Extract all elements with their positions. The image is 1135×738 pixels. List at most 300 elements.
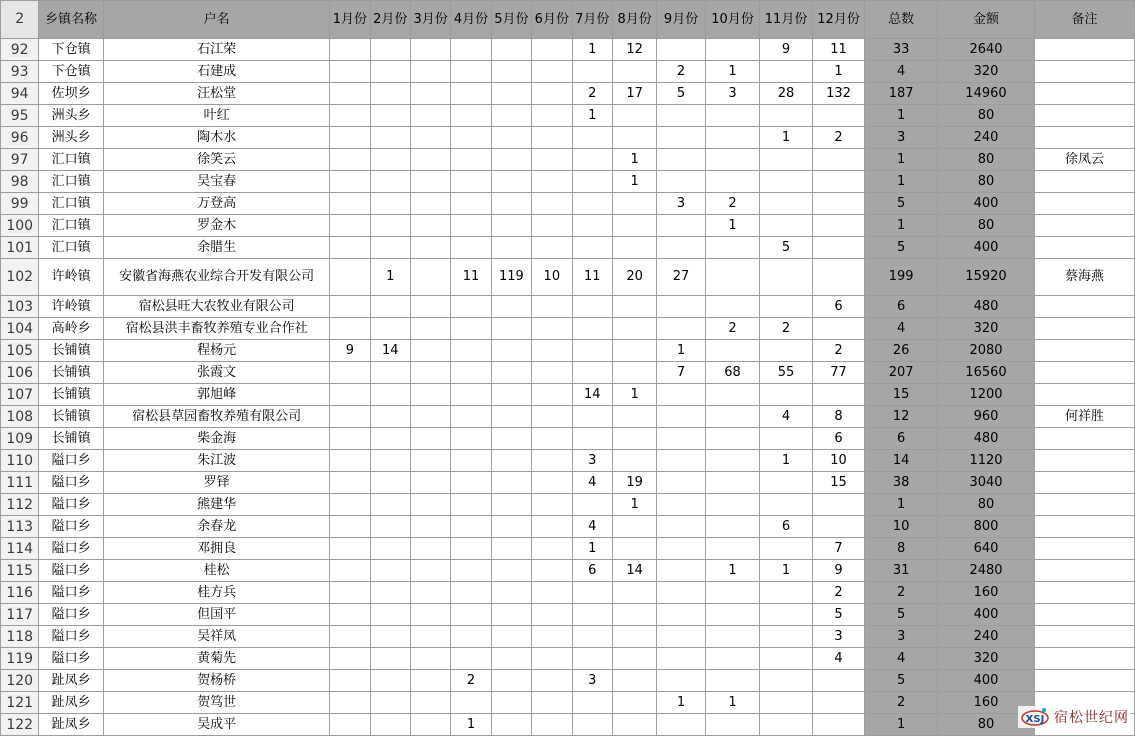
month-cell[interactable] bbox=[491, 626, 531, 648]
month-cell[interactable]: 2 bbox=[705, 193, 760, 215]
amount-cell[interactable]: 960 bbox=[938, 406, 1035, 428]
month-cell[interactable] bbox=[451, 149, 491, 171]
month-cell[interactable] bbox=[532, 171, 572, 193]
month-cell[interactable] bbox=[491, 318, 531, 340]
month-cell[interactable]: 1 bbox=[612, 171, 656, 193]
month-cell[interactable]: 7 bbox=[657, 362, 705, 384]
month-cell[interactable] bbox=[572, 428, 612, 450]
month-cell[interactable] bbox=[657, 714, 705, 736]
month-cell[interactable] bbox=[705, 105, 760, 127]
month-cell[interactable] bbox=[612, 604, 656, 626]
month-cell[interactable] bbox=[760, 193, 813, 215]
month-cell[interactable] bbox=[410, 604, 450, 626]
month-cell[interactable] bbox=[532, 149, 572, 171]
month-cell[interactable] bbox=[760, 428, 813, 450]
month-cell[interactable] bbox=[330, 714, 370, 736]
row-number[interactable]: 104 bbox=[1, 318, 39, 340]
month-cell[interactable] bbox=[491, 39, 531, 61]
total-cell[interactable]: 4 bbox=[865, 648, 938, 670]
month-cell[interactable] bbox=[612, 538, 656, 560]
month-cell[interactable] bbox=[532, 648, 572, 670]
month-cell[interactable] bbox=[532, 670, 572, 692]
town-cell[interactable]: 汇口镇 bbox=[39, 149, 104, 171]
month-cell[interactable]: 119 bbox=[491, 259, 531, 296]
month-cell[interactable] bbox=[532, 494, 572, 516]
month-cell[interactable] bbox=[330, 318, 370, 340]
month-cell[interactable] bbox=[491, 127, 531, 149]
month-cell[interactable] bbox=[370, 61, 410, 83]
household-cell[interactable]: 郭旭峰 bbox=[103, 384, 329, 406]
total-cell[interactable]: 187 bbox=[865, 83, 938, 105]
month-cell[interactable] bbox=[491, 692, 531, 714]
month-cell[interactable] bbox=[330, 472, 370, 494]
month-cell[interactable] bbox=[705, 450, 760, 472]
month-cell[interactable] bbox=[410, 582, 450, 604]
month-cell[interactable] bbox=[705, 538, 760, 560]
month-cell[interactable] bbox=[451, 296, 491, 318]
month-cell[interactable] bbox=[812, 494, 865, 516]
month-cell[interactable]: 1 bbox=[657, 340, 705, 362]
month-cell[interactable] bbox=[330, 39, 370, 61]
household-cell[interactable]: 安徽省海燕农业综合开发有限公司 bbox=[103, 259, 329, 296]
month-cell[interactable] bbox=[330, 450, 370, 472]
month-cell[interactable] bbox=[451, 428, 491, 450]
month-cell[interactable] bbox=[572, 406, 612, 428]
month-cell[interactable] bbox=[532, 83, 572, 105]
month-cell[interactable] bbox=[532, 237, 572, 259]
month-cell[interactable] bbox=[612, 61, 656, 83]
month-cell[interactable] bbox=[491, 362, 531, 384]
note-cell[interactable] bbox=[1034, 61, 1134, 83]
amount-cell[interactable]: 2480 bbox=[938, 560, 1035, 582]
household-cell[interactable]: 柴金海 bbox=[103, 428, 329, 450]
household-cell[interactable]: 余腊生 bbox=[103, 237, 329, 259]
month-cell[interactable] bbox=[657, 384, 705, 406]
month-cell[interactable] bbox=[410, 362, 450, 384]
amount-cell[interactable]: 320 bbox=[938, 648, 1035, 670]
month-cell[interactable]: 2 bbox=[572, 83, 612, 105]
household-cell[interactable]: 熊建华 bbox=[103, 494, 329, 516]
month-cell[interactable] bbox=[330, 560, 370, 582]
month-cell[interactable]: 1 bbox=[812, 61, 865, 83]
total-cell[interactable]: 2 bbox=[865, 582, 938, 604]
month-cell[interactable] bbox=[370, 450, 410, 472]
month-cell[interactable]: 1 bbox=[572, 538, 612, 560]
month-cell[interactable] bbox=[760, 215, 813, 237]
month-cell[interactable]: 11 bbox=[572, 259, 612, 296]
note-cell[interactable] bbox=[1034, 127, 1134, 149]
month-cell[interactable]: 9 bbox=[330, 340, 370, 362]
amount-cell[interactable]: 240 bbox=[938, 127, 1035, 149]
month-cell[interactable] bbox=[612, 450, 656, 472]
amount-cell[interactable]: 320 bbox=[938, 318, 1035, 340]
month-cell[interactable] bbox=[410, 494, 450, 516]
total-cell[interactable]: 31 bbox=[865, 560, 938, 582]
month-cell[interactable] bbox=[705, 384, 760, 406]
amount-cell[interactable]: 1200 bbox=[938, 384, 1035, 406]
month-cell[interactable] bbox=[410, 538, 450, 560]
total-cell[interactable]: 6 bbox=[865, 296, 938, 318]
month-cell[interactable] bbox=[330, 516, 370, 538]
month-cell[interactable] bbox=[812, 516, 865, 538]
town-cell[interactable]: 汇口镇 bbox=[39, 171, 104, 193]
amount-cell[interactable]: 80 bbox=[938, 105, 1035, 127]
month-cell[interactable] bbox=[657, 296, 705, 318]
month-cell[interactable] bbox=[451, 105, 491, 127]
note-cell[interactable] bbox=[1034, 428, 1134, 450]
town-cell[interactable]: 汇口镇 bbox=[39, 215, 104, 237]
town-cell[interactable]: 隘口乡 bbox=[39, 582, 104, 604]
total-cell[interactable]: 1 bbox=[865, 494, 938, 516]
month-cell[interactable] bbox=[491, 83, 531, 105]
total-cell[interactable]: 8 bbox=[865, 538, 938, 560]
month-cell[interactable]: 1 bbox=[612, 384, 656, 406]
month-cell[interactable] bbox=[451, 384, 491, 406]
total-cell[interactable]: 5 bbox=[865, 670, 938, 692]
month-cell[interactable] bbox=[657, 494, 705, 516]
town-cell[interactable]: 隘口乡 bbox=[39, 538, 104, 560]
month-cell[interactable] bbox=[657, 582, 705, 604]
month-cell[interactable] bbox=[370, 171, 410, 193]
month-cell[interactable] bbox=[532, 127, 572, 149]
amount-cell[interactable]: 400 bbox=[938, 237, 1035, 259]
month-cell[interactable] bbox=[370, 384, 410, 406]
month-cell[interactable] bbox=[572, 296, 612, 318]
month-cell[interactable] bbox=[451, 193, 491, 215]
household-cell[interactable]: 吴宝春 bbox=[103, 171, 329, 193]
header-month-5[interactable]: 5月份 bbox=[491, 1, 531, 39]
header-month-6[interactable]: 6月份 bbox=[532, 1, 572, 39]
amount-cell[interactable]: 400 bbox=[938, 193, 1035, 215]
note-cell[interactable] bbox=[1034, 340, 1134, 362]
month-cell[interactable] bbox=[705, 127, 760, 149]
note-cell[interactable] bbox=[1034, 626, 1134, 648]
month-cell[interactable]: 1 bbox=[705, 692, 760, 714]
month-cell[interactable] bbox=[532, 714, 572, 736]
total-cell[interactable]: 38 bbox=[865, 472, 938, 494]
month-cell[interactable]: 20 bbox=[612, 259, 656, 296]
row-number[interactable]: 99 bbox=[1, 193, 39, 215]
month-cell[interactable] bbox=[370, 406, 410, 428]
month-cell[interactable] bbox=[491, 384, 531, 406]
town-cell[interactable]: 洲头乡 bbox=[39, 127, 104, 149]
month-cell[interactable] bbox=[491, 472, 531, 494]
town-cell[interactable]: 长铺镇 bbox=[39, 406, 104, 428]
note-cell[interactable] bbox=[1034, 538, 1134, 560]
month-cell[interactable]: 14 bbox=[572, 384, 612, 406]
month-cell[interactable] bbox=[532, 362, 572, 384]
total-cell[interactable]: 1 bbox=[865, 215, 938, 237]
month-cell[interactable]: 1 bbox=[612, 494, 656, 516]
month-cell[interactable]: 6 bbox=[760, 516, 813, 538]
month-cell[interactable] bbox=[705, 516, 760, 538]
month-cell[interactable]: 1 bbox=[572, 105, 612, 127]
row-number[interactable]: 93 bbox=[1, 61, 39, 83]
month-cell[interactable] bbox=[572, 604, 612, 626]
note-cell[interactable] bbox=[1034, 362, 1134, 384]
month-cell[interactable]: 14 bbox=[612, 560, 656, 582]
note-cell[interactable] bbox=[1034, 560, 1134, 582]
row-number[interactable]: 115 bbox=[1, 560, 39, 582]
month-cell[interactable] bbox=[451, 516, 491, 538]
month-cell[interactable] bbox=[451, 237, 491, 259]
month-cell[interactable] bbox=[410, 450, 450, 472]
month-cell[interactable]: 3 bbox=[572, 670, 612, 692]
amount-cell[interactable]: 400 bbox=[938, 670, 1035, 692]
month-cell[interactable] bbox=[410, 626, 450, 648]
town-cell[interactable]: 隘口乡 bbox=[39, 648, 104, 670]
month-cell[interactable] bbox=[491, 560, 531, 582]
total-cell[interactable]: 199 bbox=[865, 259, 938, 296]
month-cell[interactable] bbox=[451, 340, 491, 362]
header-month-10[interactable]: 10月份 bbox=[705, 1, 760, 39]
town-cell[interactable]: 许岭镇 bbox=[39, 296, 104, 318]
month-cell[interactable] bbox=[572, 340, 612, 362]
month-cell[interactable] bbox=[532, 61, 572, 83]
amount-cell[interactable]: 480 bbox=[938, 428, 1035, 450]
town-cell[interactable]: 隘口乡 bbox=[39, 450, 104, 472]
month-cell[interactable]: 132 bbox=[812, 83, 865, 105]
month-cell[interactable]: 27 bbox=[657, 259, 705, 296]
row-number[interactable]: 107 bbox=[1, 384, 39, 406]
row-number[interactable]: 122 bbox=[1, 714, 39, 736]
total-cell[interactable]: 1 bbox=[865, 171, 938, 193]
month-cell[interactable] bbox=[612, 516, 656, 538]
month-cell[interactable] bbox=[330, 259, 370, 296]
month-cell[interactable] bbox=[612, 340, 656, 362]
month-cell[interactable] bbox=[812, 670, 865, 692]
household-cell[interactable]: 石建成 bbox=[103, 61, 329, 83]
row-number[interactable]: 94 bbox=[1, 83, 39, 105]
month-cell[interactable] bbox=[491, 648, 531, 670]
row-number[interactable]: 117 bbox=[1, 604, 39, 626]
month-cell[interactable] bbox=[532, 538, 572, 560]
household-cell[interactable]: 吴祥凤 bbox=[103, 626, 329, 648]
month-cell[interactable] bbox=[657, 472, 705, 494]
header-household[interactable]: 户名 bbox=[103, 1, 329, 39]
month-cell[interactable] bbox=[812, 105, 865, 127]
month-cell[interactable] bbox=[491, 714, 531, 736]
total-cell[interactable]: 5 bbox=[865, 193, 938, 215]
month-cell[interactable] bbox=[760, 61, 813, 83]
row-number[interactable]: 102 bbox=[1, 259, 39, 296]
month-cell[interactable] bbox=[705, 149, 760, 171]
month-cell[interactable] bbox=[451, 560, 491, 582]
month-cell[interactable] bbox=[760, 105, 813, 127]
note-cell[interactable]: 徐凤云 bbox=[1034, 149, 1134, 171]
month-cell[interactable] bbox=[572, 318, 612, 340]
month-cell[interactable] bbox=[532, 215, 572, 237]
total-cell[interactable]: 4 bbox=[865, 61, 938, 83]
month-cell[interactable] bbox=[410, 105, 450, 127]
household-cell[interactable]: 朱江波 bbox=[103, 450, 329, 472]
month-cell[interactable] bbox=[370, 714, 410, 736]
household-cell[interactable]: 宿松县草园畜牧养殖有限公司 bbox=[103, 406, 329, 428]
household-cell[interactable]: 贺杨桥 bbox=[103, 670, 329, 692]
month-cell[interactable] bbox=[705, 171, 760, 193]
month-cell[interactable]: 10 bbox=[532, 259, 572, 296]
month-cell[interactable] bbox=[370, 428, 410, 450]
town-cell[interactable]: 长铺镇 bbox=[39, 384, 104, 406]
amount-cell[interactable]: 240 bbox=[938, 626, 1035, 648]
month-cell[interactable] bbox=[370, 149, 410, 171]
month-cell[interactable] bbox=[410, 406, 450, 428]
month-cell[interactable] bbox=[370, 296, 410, 318]
month-cell[interactable]: 5 bbox=[812, 604, 865, 626]
month-cell[interactable] bbox=[760, 648, 813, 670]
month-cell[interactable] bbox=[812, 714, 865, 736]
month-cell[interactable] bbox=[491, 428, 531, 450]
month-cell[interactable] bbox=[812, 149, 865, 171]
month-cell[interactable] bbox=[705, 237, 760, 259]
month-cell[interactable] bbox=[572, 692, 612, 714]
month-cell[interactable] bbox=[330, 296, 370, 318]
row-header-2[interactable]: 2 bbox=[1, 1, 39, 39]
month-cell[interactable] bbox=[451, 39, 491, 61]
month-cell[interactable] bbox=[451, 582, 491, 604]
month-cell[interactable] bbox=[491, 582, 531, 604]
month-cell[interactable]: 15 bbox=[812, 472, 865, 494]
month-cell[interactable] bbox=[612, 670, 656, 692]
month-cell[interactable]: 4 bbox=[812, 648, 865, 670]
month-cell[interactable]: 1 bbox=[370, 259, 410, 296]
month-cell[interactable] bbox=[410, 670, 450, 692]
month-cell[interactable] bbox=[812, 215, 865, 237]
month-cell[interactable] bbox=[760, 582, 813, 604]
household-cell[interactable]: 桂松 bbox=[103, 560, 329, 582]
month-cell[interactable] bbox=[705, 39, 760, 61]
month-cell[interactable] bbox=[410, 296, 450, 318]
total-cell[interactable]: 5 bbox=[865, 604, 938, 626]
month-cell[interactable] bbox=[491, 193, 531, 215]
header-month-12[interactable]: 12月份 bbox=[812, 1, 865, 39]
month-cell[interactable] bbox=[532, 406, 572, 428]
month-cell[interactable] bbox=[612, 318, 656, 340]
month-cell[interactable]: 1 bbox=[705, 560, 760, 582]
household-cell[interactable]: 贺笃世 bbox=[103, 692, 329, 714]
town-cell[interactable]: 隘口乡 bbox=[39, 604, 104, 626]
month-cell[interactable] bbox=[612, 406, 656, 428]
month-cell[interactable] bbox=[491, 296, 531, 318]
total-cell[interactable]: 1 bbox=[865, 149, 938, 171]
month-cell[interactable] bbox=[451, 61, 491, 83]
month-cell[interactable]: 2 bbox=[451, 670, 491, 692]
month-cell[interactable]: 3 bbox=[657, 193, 705, 215]
month-cell[interactable] bbox=[812, 318, 865, 340]
month-cell[interactable] bbox=[330, 384, 370, 406]
month-cell[interactable] bbox=[760, 259, 813, 296]
month-cell[interactable] bbox=[532, 428, 572, 450]
month-cell[interactable] bbox=[370, 670, 410, 692]
household-cell[interactable]: 宿松县旺大农牧业有限公司 bbox=[103, 296, 329, 318]
month-cell[interactable] bbox=[330, 604, 370, 626]
note-cell[interactable] bbox=[1034, 494, 1134, 516]
month-cell[interactable] bbox=[532, 193, 572, 215]
month-cell[interactable] bbox=[330, 406, 370, 428]
amount-cell[interactable]: 15920 bbox=[938, 259, 1035, 296]
month-cell[interactable]: 68 bbox=[705, 362, 760, 384]
month-cell[interactable] bbox=[760, 538, 813, 560]
month-cell[interactable] bbox=[330, 127, 370, 149]
town-cell[interactable]: 趾凤乡 bbox=[39, 692, 104, 714]
row-number[interactable]: 103 bbox=[1, 296, 39, 318]
month-cell[interactable] bbox=[612, 296, 656, 318]
month-cell[interactable] bbox=[370, 582, 410, 604]
amount-cell[interactable]: 400 bbox=[938, 604, 1035, 626]
month-cell[interactable] bbox=[705, 296, 760, 318]
month-cell[interactable] bbox=[657, 127, 705, 149]
month-cell[interactable]: 12 bbox=[612, 39, 656, 61]
household-cell[interactable]: 徐笑云 bbox=[103, 149, 329, 171]
note-cell[interactable]: 何祥胜 bbox=[1034, 406, 1134, 428]
town-cell[interactable]: 隘口乡 bbox=[39, 626, 104, 648]
month-cell[interactable]: 1 bbox=[657, 692, 705, 714]
month-cell[interactable] bbox=[370, 237, 410, 259]
month-cell[interactable]: 6 bbox=[812, 296, 865, 318]
month-cell[interactable] bbox=[532, 318, 572, 340]
month-cell[interactable] bbox=[760, 384, 813, 406]
month-cell[interactable] bbox=[491, 406, 531, 428]
month-cell[interactable] bbox=[705, 582, 760, 604]
month-cell[interactable] bbox=[572, 648, 612, 670]
town-cell[interactable]: 长铺镇 bbox=[39, 428, 104, 450]
month-cell[interactable] bbox=[410, 384, 450, 406]
month-cell[interactable] bbox=[410, 428, 450, 450]
month-cell[interactable] bbox=[330, 193, 370, 215]
month-cell[interactable] bbox=[812, 237, 865, 259]
month-cell[interactable]: 2 bbox=[812, 340, 865, 362]
month-cell[interactable]: 2 bbox=[760, 318, 813, 340]
row-number[interactable]: 96 bbox=[1, 127, 39, 149]
month-cell[interactable]: 2 bbox=[812, 582, 865, 604]
month-cell[interactable] bbox=[451, 171, 491, 193]
month-cell[interactable]: 14 bbox=[370, 340, 410, 362]
month-cell[interactable] bbox=[491, 538, 531, 560]
month-cell[interactable] bbox=[410, 39, 450, 61]
month-cell[interactable]: 1 bbox=[572, 39, 612, 61]
month-cell[interactable] bbox=[370, 648, 410, 670]
amount-cell[interactable]: 3040 bbox=[938, 472, 1035, 494]
row-number[interactable]: 105 bbox=[1, 340, 39, 362]
month-cell[interactable] bbox=[491, 450, 531, 472]
month-cell[interactable] bbox=[410, 61, 450, 83]
total-cell[interactable]: 10 bbox=[865, 516, 938, 538]
row-number[interactable]: 97 bbox=[1, 149, 39, 171]
month-cell[interactable] bbox=[330, 362, 370, 384]
month-cell[interactable] bbox=[330, 626, 370, 648]
month-cell[interactable]: 4 bbox=[760, 406, 813, 428]
month-cell[interactable] bbox=[812, 384, 865, 406]
month-cell[interactable] bbox=[572, 626, 612, 648]
month-cell[interactable] bbox=[572, 127, 612, 149]
month-cell[interactable] bbox=[451, 318, 491, 340]
amount-cell[interactable]: 480 bbox=[938, 296, 1035, 318]
month-cell[interactable] bbox=[657, 318, 705, 340]
header-month-9[interactable]: 9月份 bbox=[657, 1, 705, 39]
month-cell[interactable] bbox=[572, 582, 612, 604]
month-cell[interactable] bbox=[370, 215, 410, 237]
household-cell[interactable]: 罗金木 bbox=[103, 215, 329, 237]
month-cell[interactable] bbox=[532, 105, 572, 127]
month-cell[interactable] bbox=[410, 259, 450, 296]
town-cell[interactable]: 下仓镇 bbox=[39, 61, 104, 83]
month-cell[interactable] bbox=[451, 604, 491, 626]
household-cell[interactable]: 罗铎 bbox=[103, 472, 329, 494]
town-cell[interactable]: 下仓镇 bbox=[39, 39, 104, 61]
amount-cell[interactable]: 160 bbox=[938, 692, 1035, 714]
note-cell[interactable] bbox=[1034, 472, 1134, 494]
note-cell[interactable] bbox=[1034, 318, 1134, 340]
